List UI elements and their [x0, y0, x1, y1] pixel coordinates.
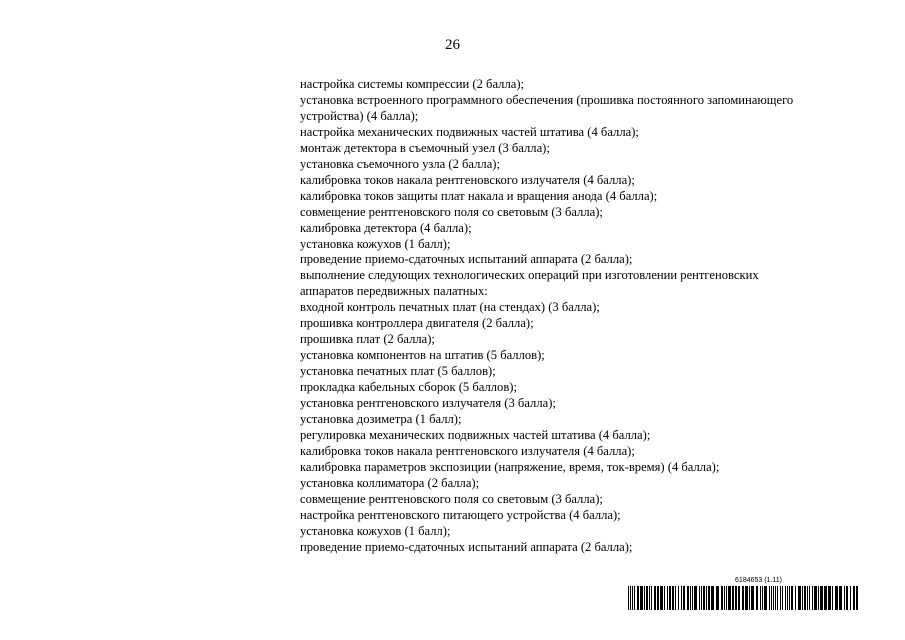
text-line: установка съемочного узла (2 балла);	[300, 156, 500, 171]
text-line: проведение приемо-сдаточных испытаний аппарата (2 балла);	[300, 539, 633, 554]
text-line: входной контроль печатных плат (на стендах) (3 балла);	[300, 300, 600, 315]
text-line: аппаратов передвижных палатных:	[300, 284, 488, 299]
text-line: установка встроенного программного обеспечения (прошивка постоянного запоминающего	[300, 92, 794, 107]
text-line: совмещение рентгеновского поля со световым (3 балла);	[300, 491, 603, 506]
text-line: установка коллиматора (2 балла);	[300, 475, 480, 490]
text-line: установка дозиметра (1 балл);	[300, 412, 462, 427]
text-line: установка компонентов на штатив (5 баллов);	[300, 348, 545, 363]
text-line: установка кожухов (1 балл);	[300, 236, 451, 251]
text-line: калибровка токов накала рентгеновского излучателя (4 балла);	[300, 443, 635, 458]
text-line: установка рентгеновского излучателя (3 балла);	[300, 396, 556, 411]
text-line: выполнение следующих технологических операций при изготовлении рентгеновских	[300, 268, 759, 283]
page-number: 26	[445, 37, 460, 53]
barcode-image	[628, 586, 858, 610]
document-body	[300, 77, 860, 556]
text-line: установка печатных плат (5 баллов);	[300, 364, 496, 379]
text-line: прошивка контроллера двигателя (2 балла);	[300, 316, 534, 331]
text-line: калибровка токов накала рентгеновского излучателя (4 балла);	[300, 172, 635, 187]
text-line: калибровка детектора (4 балла);	[300, 220, 472, 235]
text-line: совмещение рентгеновского поля со световым (3 балла);	[300, 204, 603, 219]
text-line: настройка механических подвижных частей штатива (4 балла);	[300, 124, 639, 139]
barcode-block	[628, 577, 858, 611]
text-line: монтаж детектора в съемочный узел (3 балла);	[300, 140, 550, 155]
text-line: прокладка кабельных сборок (5 баллов);	[300, 380, 517, 395]
text-line: настройка рентгеновского питающего устройства (4 балла);	[300, 507, 621, 522]
text-line: устройства) (4 балла);	[300, 108, 419, 123]
text-line: проведение приемо-сдаточных испытаний аппарата (2 балла);	[300, 252, 633, 267]
text-line: установка кожухов (1 балл);	[300, 523, 451, 538]
text-line: прошивка плат (2 балла);	[300, 332, 435, 347]
text-line: настройка системы компрессии (2 балла);	[300, 77, 525, 91]
text-line: калибровка параметров экспозиции (напряжение, время, ток-время) (4 балла);	[300, 459, 720, 474]
text-line: калибровка токов защиты плат накала и вращения анода (4 балла);	[300, 188, 658, 203]
text-line: регулировка механических подвижных частей штатива (4 балла);	[300, 427, 651, 442]
barcode-number: 6184653 (1.11)	[735, 577, 782, 584]
